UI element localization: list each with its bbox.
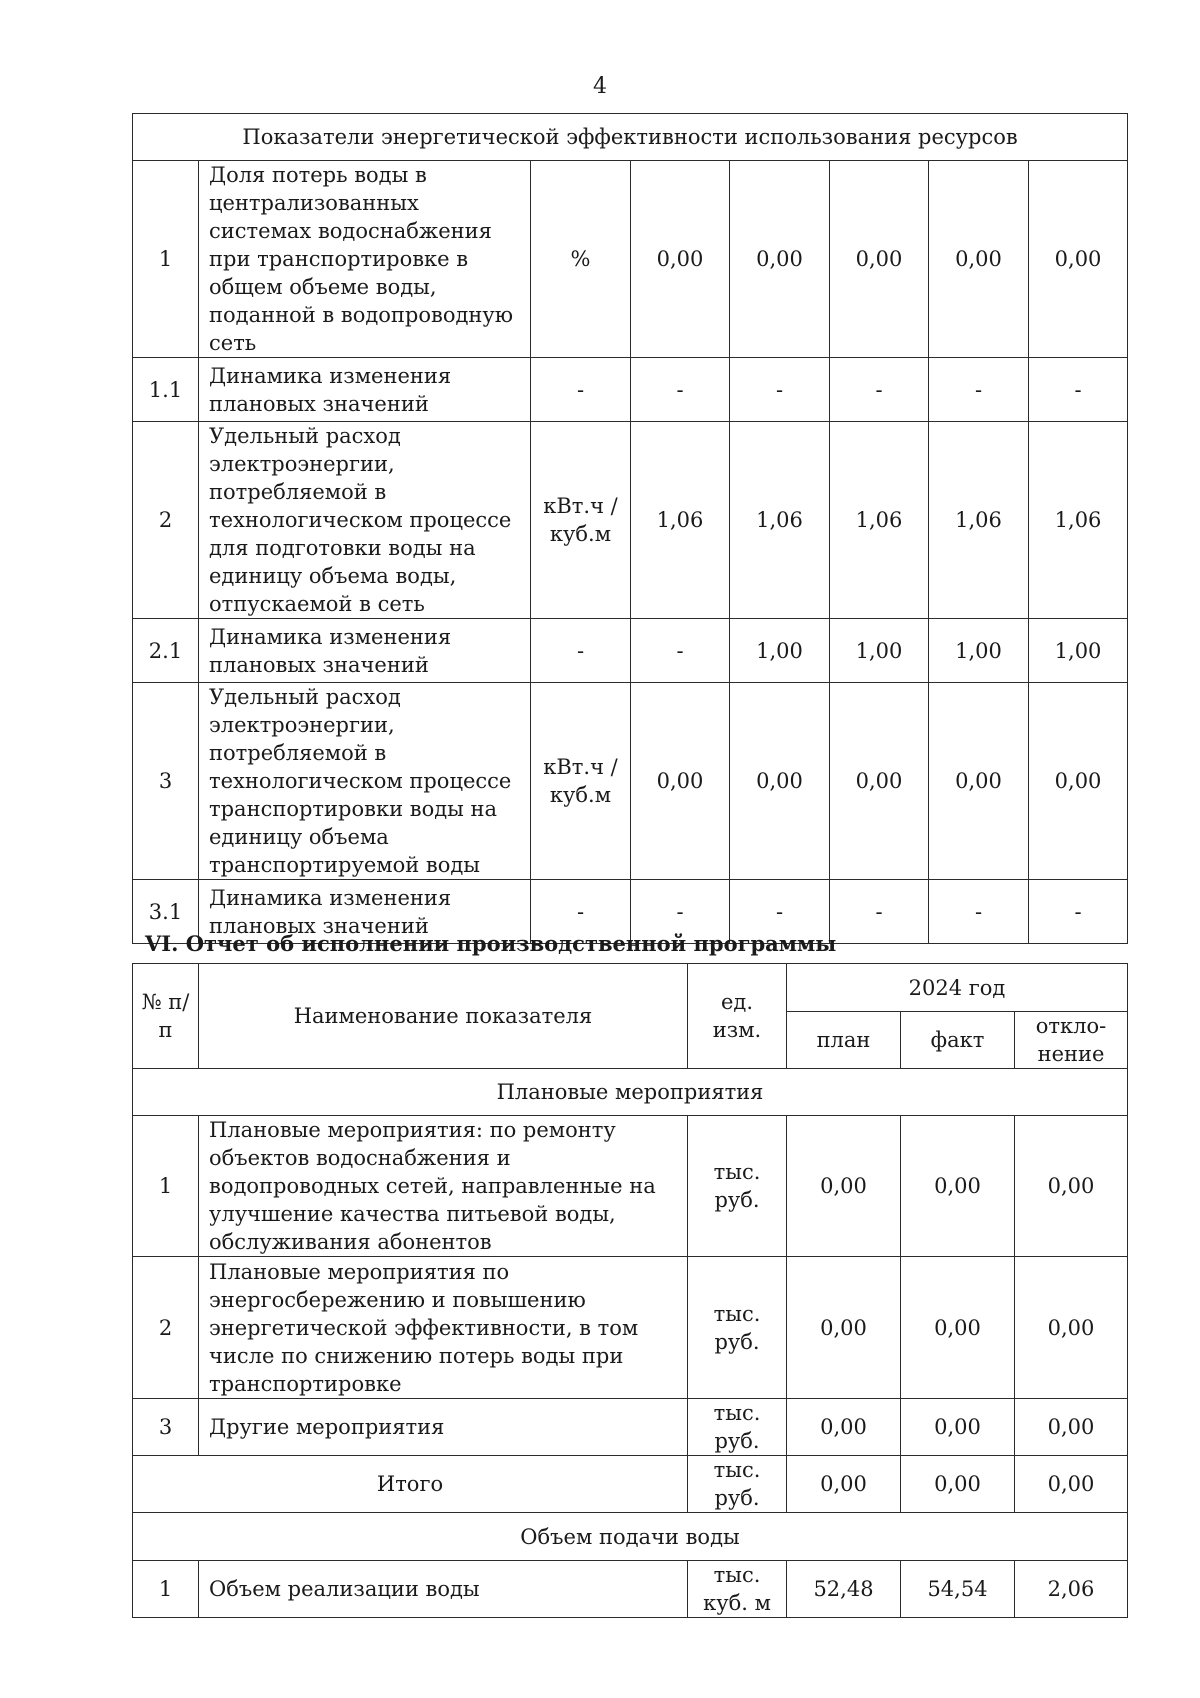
total-row: [133, 1456, 1128, 1513]
unit-cell: -: [531, 358, 631, 422]
deviation-value: 2,06: [1015, 1561, 1128, 1618]
value-cell: 1,00: [830, 619, 929, 683]
header-number: № п/п: [133, 964, 199, 1069]
value-cell: 1,06: [929, 422, 1029, 619]
value-cell: 0,00: [730, 161, 830, 358]
table-row: [133, 683, 1128, 880]
value-cell: -: [1029, 358, 1128, 422]
value-cell: -: [730, 358, 830, 422]
header-deviation: откло-нение: [1015, 1012, 1128, 1069]
value-cell: 0,00: [929, 683, 1029, 880]
fact-value: 0,00: [901, 1116, 1015, 1257]
value-cell: -: [631, 880, 730, 944]
table-row: [133, 1116, 1128, 1257]
deviation-value: 0,00: [1015, 1399, 1128, 1456]
value-cell: 1,06: [830, 422, 929, 619]
unit-cell: %: [531, 161, 631, 358]
row-number: 1: [133, 1561, 199, 1618]
deviation-value: 0,00: [1015, 1116, 1128, 1257]
table-row: [133, 358, 1128, 422]
value-cell: 0,00: [730, 683, 830, 880]
row-number: 3: [133, 683, 199, 880]
indicator-name: Динамика изменения плановых значений: [199, 619, 531, 683]
value-cell: -: [830, 880, 929, 944]
value-cell: -: [730, 880, 830, 944]
row-number: 1: [133, 161, 199, 358]
table-row: [133, 1561, 1128, 1618]
value-cell: 1,00: [929, 619, 1029, 683]
row-number: 2: [133, 1257, 199, 1399]
row-number: 2: [133, 422, 199, 619]
plan-value: 0,00: [787, 1257, 901, 1399]
indicator-name: Доля потерь воды в централизованных системах водоснабжения при транспортировке в общем объеме воды, поданной в водопроводную сеть: [199, 161, 531, 358]
value-cell: 1,06: [631, 422, 730, 619]
plan-value: 0,00: [787, 1116, 901, 1257]
value-cell: 0,00: [929, 161, 1029, 358]
value-cell: -: [929, 358, 1029, 422]
table-row: [133, 161, 1128, 358]
row-number: 2.1: [133, 619, 199, 683]
value-cell: 0,00: [830, 161, 929, 358]
section-title: VI. Отчет об исполнении производственной программы: [145, 931, 837, 956]
value-cell: 0,00: [631, 683, 730, 880]
unit-cell: тыс. руб.: [688, 1257, 787, 1399]
plan-value: 0,00: [787, 1399, 901, 1456]
indicator-name: Плановые мероприятия по энергосбережению и повышению энергетической эффективности, в том числе по снижению потерь воды при транспортировке: [199, 1257, 688, 1399]
unit-cell: тыс. куб. м: [688, 1561, 787, 1618]
table-row: [133, 422, 1128, 619]
energy-efficiency-table: [132, 113, 1128, 944]
unit-cell: тыс. руб.: [688, 1456, 787, 1513]
fact-value: 0,00: [901, 1257, 1015, 1399]
table-title: Показатели энергетической эффективности использования ресурсов: [133, 114, 1128, 161]
indicator-name: Удельный расход электроэнергии, потребляемой в технологическом процессе для подготовки воды на единицу объема воды, отпускаемой в сеть: [199, 422, 531, 619]
header-name: Наименование показателя: [199, 964, 688, 1069]
unit-cell: тыс. руб.: [688, 1116, 787, 1257]
header-year: 2024 год: [787, 964, 1128, 1012]
group-title: Объем подачи воды: [133, 1513, 1128, 1561]
row-number: 1: [133, 1116, 199, 1257]
value-cell: -: [631, 358, 730, 422]
value-cell: -: [631, 619, 730, 683]
fact-value: 0,00: [901, 1456, 1015, 1513]
unit-cell: кВт.ч / куб.м: [531, 422, 631, 619]
table-row: [133, 619, 1128, 683]
indicator-name: Динамика изменения плановых значений: [199, 358, 531, 422]
value-cell: 0,00: [1029, 683, 1128, 880]
indicator-name: Удельный расход электроэнергии, потребляемой в технологическом процессе транспортировки воды на единицу объема транспортируемой воды: [199, 683, 531, 880]
fact-value: 54,54: [901, 1561, 1015, 1618]
unit-cell: -: [531, 619, 631, 683]
unit-cell: -: [531, 880, 631, 944]
fact-value: 0,00: [901, 1399, 1015, 1456]
unit-cell: кВт.ч / куб.м: [531, 683, 631, 880]
total-label: Итого: [133, 1456, 688, 1513]
report-table: [132, 963, 1128, 1618]
value-cell: 0,00: [631, 161, 730, 358]
value-cell: 1,00: [1029, 619, 1128, 683]
table-row: [133, 1399, 1128, 1456]
header-plan: план: [787, 1012, 901, 1069]
unit-cell: тыс. руб.: [688, 1399, 787, 1456]
row-number: 3: [133, 1399, 199, 1456]
value-cell: -: [929, 880, 1029, 944]
indicator-name: Объем реализации воды: [199, 1561, 688, 1618]
value-cell: 1,00: [730, 619, 830, 683]
indicator-name: Плановые мероприятия: по ремонту объектов водоснабжения и водопроводных сетей, направленные на улучшение качества питьевой воды, обслуживания абонентов: [199, 1116, 688, 1257]
row-number: 1.1: [133, 358, 199, 422]
row-number: 3.1: [133, 880, 199, 944]
table-row: [133, 1257, 1128, 1399]
deviation-value: 0,00: [1015, 1456, 1128, 1513]
value-cell: 0,00: [830, 683, 929, 880]
indicator-name: Другие мероприятия: [199, 1399, 688, 1456]
value-cell: -: [1029, 880, 1128, 944]
header-fact: факт: [901, 1012, 1015, 1069]
value-cell: 1,06: [1029, 422, 1128, 619]
indicator-name: Динамика изменения плановых значений: [199, 880, 531, 944]
page-number: 4: [593, 74, 607, 99]
value-cell: 0,00: [1029, 161, 1128, 358]
deviation-value: 0,00: [1015, 1257, 1128, 1399]
plan-value: 0,00: [787, 1456, 901, 1513]
plan-value: 52,48: [787, 1561, 901, 1618]
value-cell: 1,06: [730, 422, 830, 619]
group-title: Плановые мероприятия: [133, 1069, 1128, 1116]
value-cell: -: [830, 358, 929, 422]
header-unit: ед. изм.: [688, 964, 787, 1069]
